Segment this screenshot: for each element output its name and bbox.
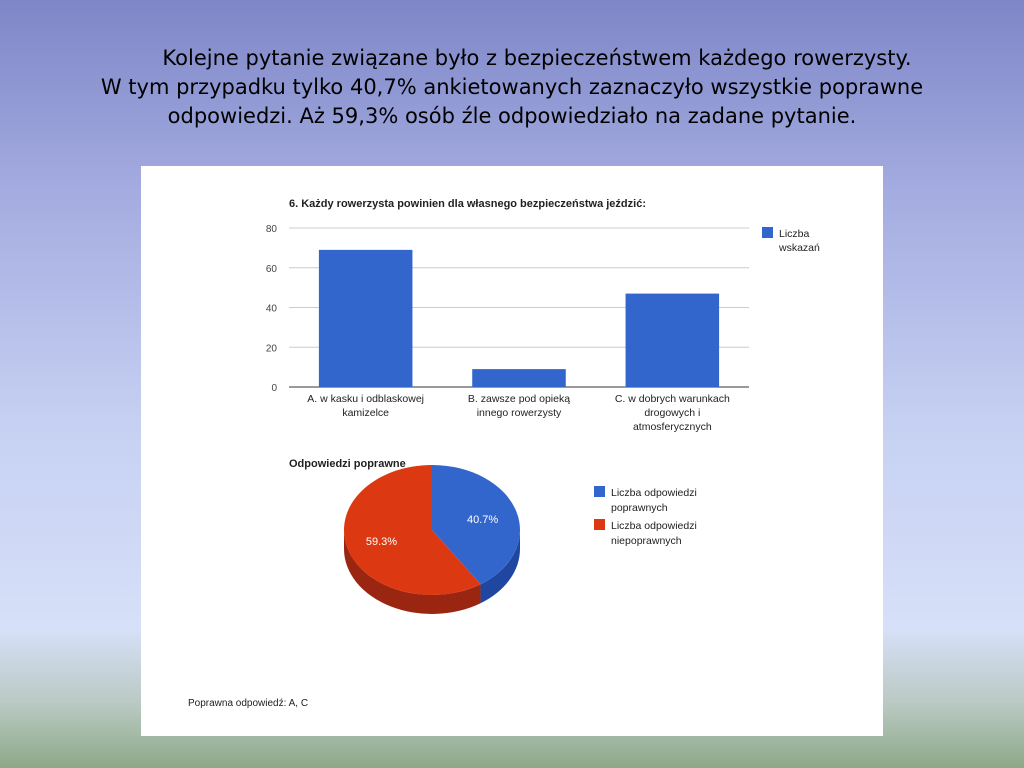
- x-tick-label: atmosferycznych: [632, 421, 712, 433]
- legend-label: niepoprawnych: [611, 535, 682, 547]
- legend-label: Liczba: [779, 228, 810, 240]
- x-tick-label: innego rowerzysty: [476, 407, 562, 419]
- slide-text-line-1: Kolejne pytanie związane było z bezpieczeństwem każdego rowerzysty.: [162, 46, 912, 70]
- legend-swatch: [762, 227, 773, 238]
- legend-label: Liczba odpowiedzi: [611, 487, 697, 499]
- pie-slice-label: 40.7%: [466, 513, 499, 526]
- slide-text-line-2: W tym przypadku tylko 40,7% ankietowanych zaznaczyło wszystkie poprawne: [100, 75, 924, 99]
- x-tick-label: kamizelce: [342, 407, 390, 419]
- pie-chart: [141, 451, 883, 651]
- x-tick-label: B. zawsze pod opieką: [467, 393, 571, 405]
- bar: [472, 369, 566, 387]
- pie-slice-label: 59.3%: [365, 536, 398, 549]
- slide-text: [40, 44, 984, 131]
- bar-chart: [141, 166, 883, 446]
- y-tick-label: 60: [265, 263, 277, 275]
- correct-answer-note: Poprawna odpowiedź: A, C: [188, 698, 309, 709]
- legend-label: poprawnych: [611, 502, 668, 514]
- chart-panel: [141, 166, 883, 736]
- x-tick-label: drogowych i: [644, 407, 701, 419]
- pie-chart-title: Odpowiedzi poprawne: [289, 458, 406, 470]
- legend-label: Liczba odpowiedzi: [611, 520, 697, 532]
- bar: [319, 250, 413, 387]
- x-tick-label: A. w kasku i odblaskowej: [307, 393, 425, 405]
- legend-swatch: [594, 486, 605, 497]
- y-tick-label: 20: [265, 343, 277, 355]
- y-tick-label: 0: [271, 383, 277, 394]
- bar-chart-title: 6. Każdy rowerzysta powinien dla własnego bezpieczeństwa jeździć:: [289, 198, 646, 210]
- y-tick-label: 80: [265, 224, 277, 235]
- legend-swatch: [594, 519, 605, 530]
- bar: [626, 294, 720, 387]
- legend-label: wskazań: [779, 242, 820, 254]
- slide-text-line-3: odpowiedzi. Aż 59,3% osób źle odpowiedziało na zadane pytanie.: [167, 104, 857, 128]
- y-tick-label: 40: [265, 303, 277, 315]
- x-tick-label: C. w dobrych warunkach: [614, 393, 730, 405]
